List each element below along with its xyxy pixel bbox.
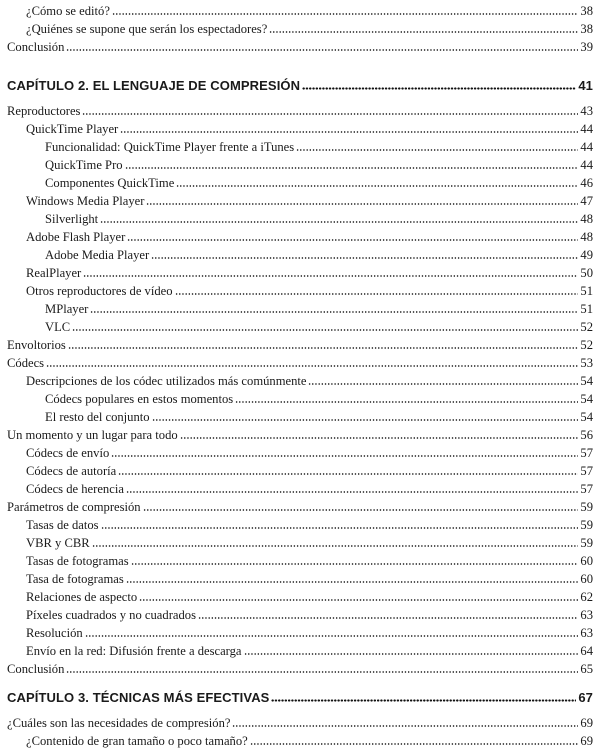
toc-entry-title: ¿Quiénes se supone que serán los espectadores?	[26, 22, 268, 37]
toc-entry	[0, 18, 600, 36]
page-number: 56	[580, 428, 593, 443]
dot-leader	[127, 239, 578, 241]
page-number: 46	[580, 176, 593, 191]
dot-leader	[146, 203, 578, 205]
dot-leader	[232, 725, 578, 727]
toc-entry-title: VBR y CBR	[26, 536, 90, 551]
toc-entry-title: Componentes QuickTime	[45, 176, 175, 191]
toc-entry	[0, 442, 600, 460]
page-number: 44	[580, 122, 593, 137]
dot-leader	[271, 699, 576, 702]
toc-entry	[0, 172, 600, 190]
toc-entry-title: Tasa de fotogramas	[26, 572, 124, 587]
page-number: 62	[580, 590, 593, 605]
toc-entry	[0, 280, 600, 298]
toc-entry	[0, 370, 600, 388]
toc-entry	[0, 424, 600, 442]
toc-entry	[0, 334, 600, 352]
toc-entry	[0, 478, 600, 496]
dot-leader	[101, 527, 579, 529]
page-number: 50	[580, 266, 593, 281]
toc-entry-title: Códecs de herencia	[26, 482, 124, 497]
chapter-heading	[0, 684, 600, 704]
dot-leader	[72, 329, 578, 331]
toc-entry-title: Parámetros de compresión	[7, 500, 141, 515]
toc-entry-title: Envoltorios	[7, 338, 66, 353]
toc-entry-title: Códecs populares en estos momentos	[45, 392, 234, 407]
page-number: 69	[580, 734, 593, 749]
chapter-title: CAPÍTULO 3. TÉCNICAS MÁS EFECTIVAS	[7, 690, 270, 705]
toc-entry-title: Píxeles cuadrados y no cuadrados	[26, 608, 196, 623]
page-number: 57	[580, 446, 593, 461]
chapter-heading	[0, 72, 600, 92]
toc-entry	[0, 154, 600, 172]
toc-entry-title: Descripciones de los códec utilizados más comúnmente	[26, 374, 307, 389]
dot-leader	[180, 437, 579, 439]
dot-leader	[296, 149, 578, 151]
page-number: 49	[580, 248, 593, 263]
toc-entry-title: Códecs de autoría	[26, 464, 117, 479]
toc-entry	[0, 208, 600, 226]
toc-entry-title: Códecs de envío	[26, 446, 110, 461]
page-number: 64	[580, 644, 593, 659]
dot-leader	[68, 347, 579, 349]
page-number: 54	[580, 410, 593, 425]
dot-leader	[143, 509, 579, 511]
dot-leader	[125, 167, 579, 169]
page-number: 59	[580, 536, 593, 551]
toc-entry	[0, 316, 600, 334]
dot-leader	[235, 401, 578, 403]
page-number: 47	[580, 194, 593, 209]
toc-entry-title: El resto del conjunto	[45, 410, 150, 425]
toc-entry	[0, 262, 600, 280]
dot-leader	[151, 257, 578, 259]
page-number: 51	[580, 302, 593, 317]
dot-leader	[66, 671, 578, 673]
toc-entry-title: Adobe Flash Player	[26, 230, 126, 245]
page-number: 38	[580, 22, 593, 37]
toc-entry	[0, 622, 600, 640]
dot-leader	[308, 383, 578, 385]
dot-leader	[111, 455, 578, 457]
toc-entry-title: VLC	[45, 320, 71, 335]
dot-leader	[66, 49, 578, 51]
toc-entry	[0, 730, 600, 748]
toc-entry-title: ¿Cómo se editó?	[26, 4, 110, 19]
page-number: 44	[580, 158, 593, 173]
toc-entry-title: Resolución	[26, 626, 83, 641]
page-number: 39	[580, 40, 593, 55]
dot-leader	[82, 113, 578, 115]
dot-leader	[46, 365, 578, 367]
toc-entry	[0, 460, 600, 478]
toc-entry	[0, 658, 600, 676]
page-number: 41	[578, 78, 593, 93]
toc-entry-title: MPlayer	[45, 302, 89, 317]
page-number: 60	[580, 572, 593, 587]
dot-leader	[85, 635, 579, 637]
dot-leader	[198, 617, 578, 619]
dot-leader	[131, 563, 579, 565]
page-number: 38	[580, 4, 593, 19]
toc-entry	[0, 514, 600, 532]
toc-entry-title: Windows Media Player	[26, 194, 145, 209]
toc-entry-title: Silverlight	[45, 212, 99, 227]
toc-entry-title: Tasas de datos	[26, 518, 99, 533]
page-number: 63	[580, 626, 593, 641]
toc-entry-title: Reproductores	[7, 104, 81, 119]
toc-entry	[0, 244, 600, 262]
toc-entry	[0, 550, 600, 568]
toc-entry	[0, 298, 600, 316]
page-number: 52	[580, 320, 593, 335]
dot-leader	[269, 31, 578, 33]
toc-entry	[0, 136, 600, 154]
toc-entry	[0, 100, 600, 118]
dot-leader	[175, 293, 579, 295]
dot-leader	[120, 131, 578, 133]
dot-leader	[139, 599, 578, 601]
page-number: 48	[580, 212, 593, 227]
dot-leader	[126, 581, 579, 583]
dot-leader	[250, 743, 579, 745]
page-number: 43	[580, 104, 593, 119]
page-number: 48	[580, 230, 593, 245]
dot-leader	[176, 185, 578, 187]
toc-entry	[0, 352, 600, 370]
dot-leader	[92, 545, 579, 547]
toc-entry-title: ¿Cuáles son las necesidades de compresión?	[7, 716, 231, 731]
toc-entry	[0, 568, 600, 586]
toc-entry	[0, 640, 600, 658]
toc-entry	[0, 226, 600, 244]
dot-leader	[90, 311, 578, 313]
dot-leader	[126, 491, 579, 493]
page-number: 67	[578, 690, 593, 705]
page-number: 65	[580, 662, 593, 677]
toc-entry	[0, 604, 600, 622]
toc-entry	[0, 36, 600, 54]
dot-leader	[302, 87, 576, 90]
toc-entry	[0, 0, 600, 18]
page-number: 53	[580, 356, 593, 371]
toc-entry-title: Tasas de fotogramas	[26, 554, 129, 569]
page-number: 54	[580, 374, 593, 389]
chapter-title: CAPÍTULO 2. EL LENGUAJE DE COMPRESIÓN	[7, 78, 301, 93]
toc-entry	[0, 118, 600, 136]
dot-leader	[83, 275, 578, 277]
dot-leader	[118, 473, 578, 475]
page-number: 60	[580, 554, 593, 569]
page-number: 59	[580, 518, 593, 533]
toc-entry-title: QuickTime Pro	[45, 158, 123, 173]
dot-leader	[100, 221, 578, 223]
toc-entry-title: QuickTime Player	[26, 122, 119, 137]
toc-entry-title: RealPlayer	[26, 266, 82, 281]
page-number: 54	[580, 392, 593, 407]
toc-entry	[0, 532, 600, 550]
page-number: 44	[580, 140, 593, 155]
toc-entry	[0, 388, 600, 406]
page-number: 57	[580, 482, 593, 497]
toc-entry	[0, 406, 600, 424]
dot-leader	[152, 419, 579, 421]
toc-entry	[0, 190, 600, 208]
dot-leader	[112, 13, 578, 15]
toc-entry	[0, 712, 600, 730]
toc-entry-title: Adobe Media Player	[45, 248, 150, 263]
toc-entry-title: Conclusión	[7, 40, 65, 55]
toc-entry	[0, 496, 600, 514]
dot-leader	[244, 653, 579, 655]
page-number: 57	[580, 464, 593, 479]
page-number: 51	[580, 284, 593, 299]
toc-entry-title: Conclusión	[7, 662, 65, 677]
toc-entry-title: Envío en la red: Difusión frente a descarga	[26, 644, 242, 659]
page-number: 69	[580, 716, 593, 731]
toc-entry-title: Un momento y un lugar para todo	[7, 428, 178, 443]
toc-entry-title: Relaciones de aspecto	[26, 590, 138, 605]
page-number: 59	[580, 500, 593, 515]
toc-entry-title: ¿Contenido de gran tamaño o poco tamaño?	[26, 734, 248, 749]
page-number: 63	[580, 608, 593, 623]
page-number: 52	[580, 338, 593, 353]
toc-entry-title: Otros reproductores de vídeo	[26, 284, 173, 299]
toc-entry	[0, 586, 600, 604]
toc-entry-title: Códecs	[7, 356, 45, 371]
toc-entry-title: Funcionalidad: QuickTime Player frente a iTunes	[45, 140, 295, 155]
